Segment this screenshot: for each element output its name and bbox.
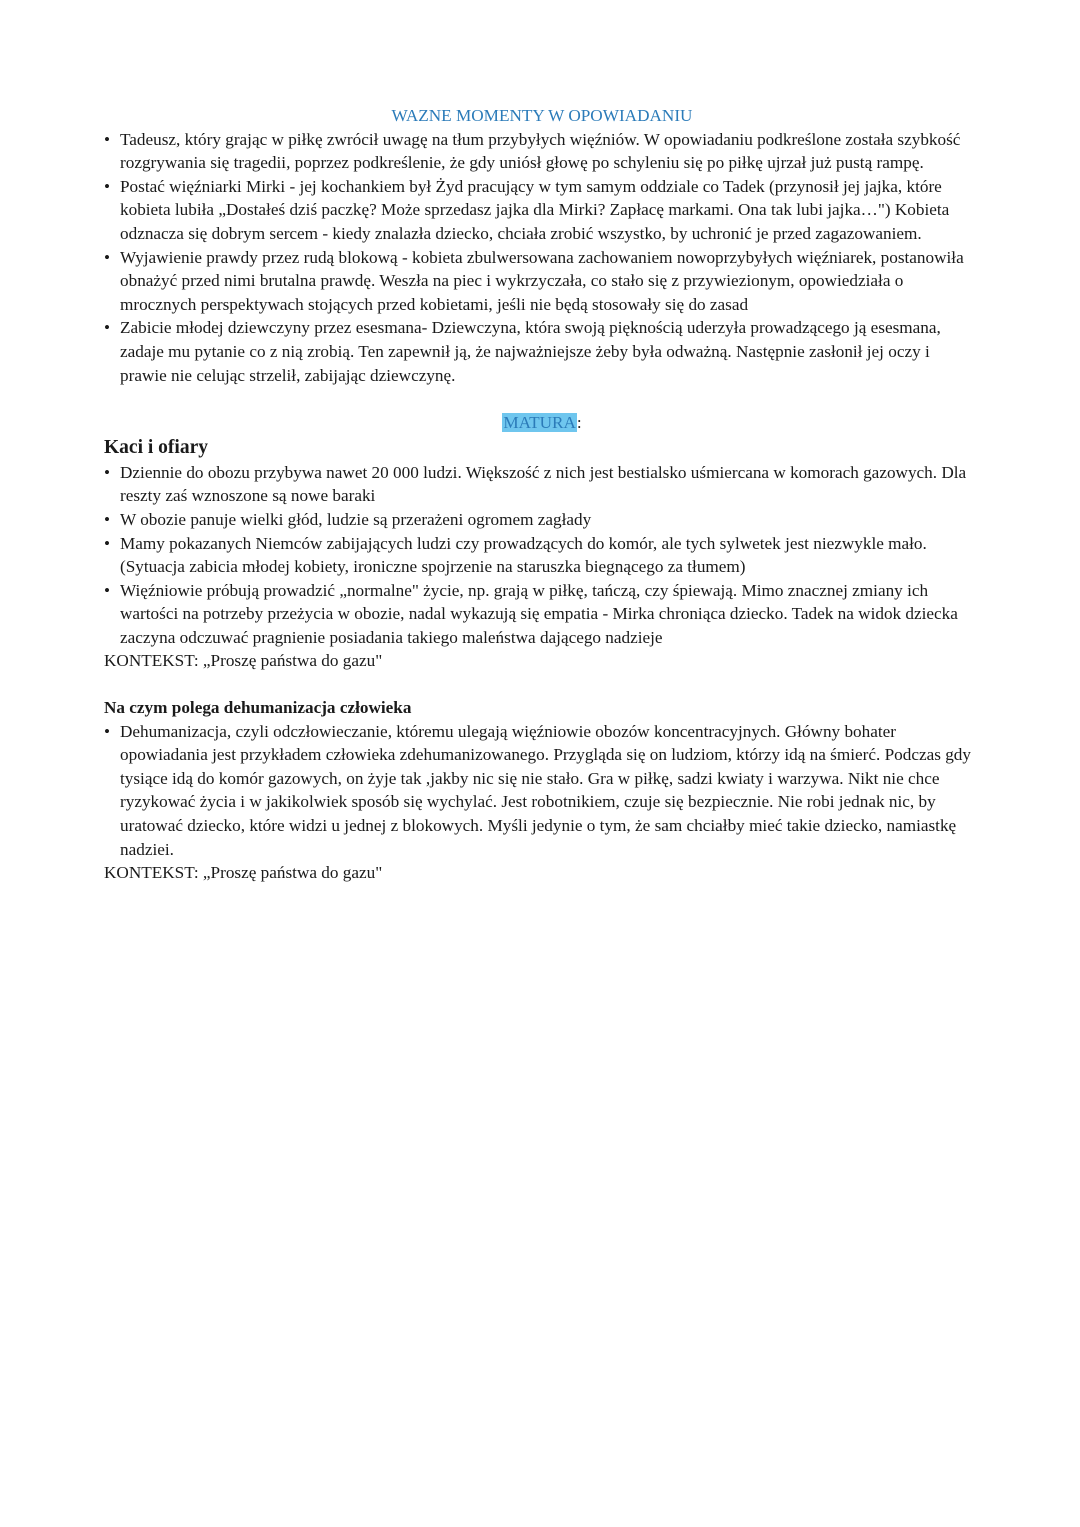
section-title-important-moments: WAZNE MOMENTY W OPOWIADANIU	[391, 106, 693, 125]
list-item: • Więźniowie próbują prowadzić „normalne" życie, np. grają w piłkę, tańczą, czy śpiewają. Mimo znacznej zmiany ich wartości na potrzeby przeżycia w obozie, nadal wykazują się empatia - Mirka chroniąca dziecko. Tadek na widok dziecka zaczyna odczuwać pragnienie posiadania takiego maleństwa dającego nadzieje	[104, 579, 980, 650]
dehumanizacja-list	[104, 720, 980, 862]
list-item: • Dehumanizacja, czyli odczłowieczanie, któremu ulegają więźniowie obozów koncentracyjnych. Główny bohater opowiadania jest przykładem człowieka zdehumanizowanego. Przygląda się on ludziom, którzy idą na śmierć. Podczas gdy tysiące idą do komór gazowych, on żyje tak ,jakby nic się nie stało. Gra w piłkę, sadzi kwiaty i warzywa. Nikt nie chce ryzykować życia i w jakikolwiek sposób się wychylać. Jest robotnikiem, czuje się bezpiecznie. Nie robi jednak nic, by uratować dziecko, które widzi u jednej z blokowych. Myśli jedynie o tym, że sam chciałby mieć takie dziecko, namiastkę nadziei.	[104, 720, 980, 862]
matura-suffix: :	[576, 413, 582, 433]
list-item: • Mamy pokazanych Niemców zabijających ludzi czy prowadzących do komór, ale tych sylwetek jest niezwykle mało. (Sytuacja zabicia młodej kobiety, ironiczne spojrzenie na staruszka biegnącego za tłumem)	[104, 532, 980, 579]
context-line: KONTEKST: „Proszę państwa do gazu"	[104, 863, 383, 883]
matura-highlight: MATURA	[503, 413, 576, 433]
list-item: • Wyjawienie prawdy przez rudą blokową - kobieta zbulwersowana zachowaniem nowoprzybyłych więźniarek, postanowiła obnażyć przed nimi brutalna prawdę. Weszła na piec i wykrzyczała, co stało się z przywiezionym, opowiedziała o mrocznych perspektywach stojących przed kobietami, jeśli nie będą stosowały się do zasad	[104, 246, 980, 317]
document-page	[104, 104, 980, 885]
important-moments-list	[104, 128, 980, 388]
list-item: • W obozie panuje wielki głód, ludzie są przerażeni ogromem zagłady	[104, 508, 980, 532]
list-item: • Dziennie do obozu przybywa nawet 20 000 ludzi. Większość z nich jest bestialsko uśmiercana w komorach gazowych. Dla reszty zaś wznoszone są nowe baraki	[104, 461, 980, 508]
context-line: KONTEKST: „Proszę państwa do gazu"	[104, 651, 383, 671]
list-item: • Postać więźniarki Mirki - jej kochankiem był Żyd pracujący w tym samym oddziale co Tadek (przynosił jej jajka, które kobieta lubiła „Dostałeś dziś paczkę? Może sprzedasz jajka dla Mirki? Zapłacę markami. Ona tak lubi jajka…") Kobieta odznacza się dobrym sercem - kiedy znalazła dziecko, chciała zrobić wszystko, by uchronić je przed zagazowaniem.	[104, 175, 980, 246]
kaci-i-ofiary-list	[104, 461, 980, 650]
list-item: • Zabicie młodej dziewczyny przez esesmana- Dziewczyna, która swoją pięknością uderzyła prowadzącego ją esesmana, zadaje mu pytanie co z nią zrobią. Ten zapewnił ją, że najważniejsze żeby była odważną. Następnie zasłonił jej oczy i prawie nie celując strzelił, zabijając dziewczynę.	[104, 316, 980, 387]
spacer	[104, 673, 980, 696]
heading-dehumanizacja: Na czym polega dehumanizacja człowieka	[104, 698, 412, 718]
matura-label	[104, 411, 980, 435]
heading-kaci-i-ofiary: Kaci i ofiary	[104, 436, 208, 458]
list-item: • Tadeusz, który grając w piłkę zwrócił uwagę na tłum przybyłych więźniów. W opowiadaniu podkreślone została szybkość rozgrywania się tragedii, poprzez podkreślenie, że gdy uniósł głowę po schyleniu się po piłkę ujrzał już pustą rampę.	[104, 128, 980, 175]
